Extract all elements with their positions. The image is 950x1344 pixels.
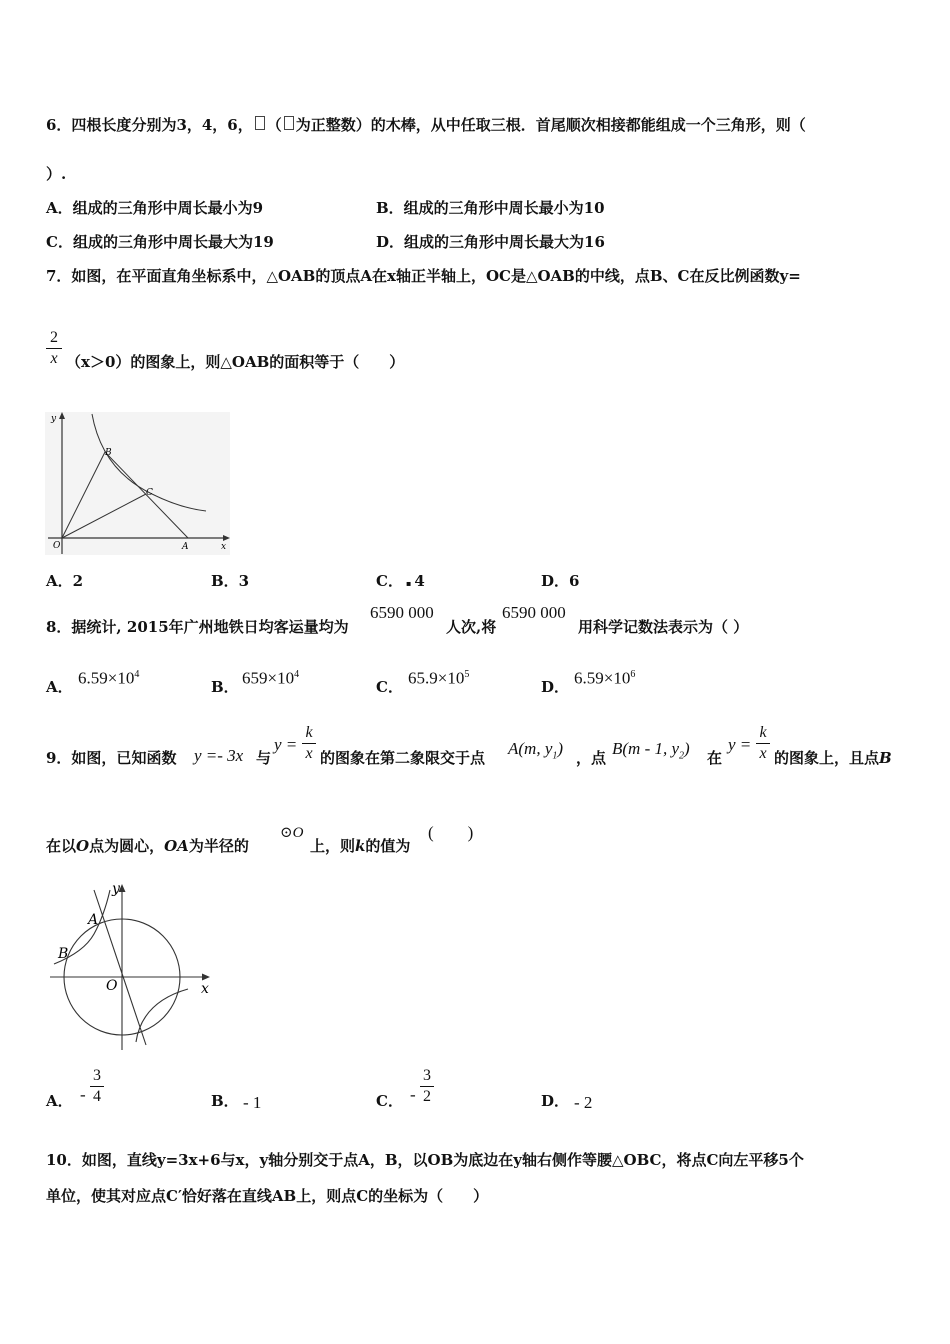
- x-axis-arrow-icon: [202, 974, 210, 981]
- q9-stem-b: 与: [256, 749, 272, 767]
- q9-answer-paren: ( ): [428, 823, 474, 842]
- q8-stem-a: 8．据统计, 2015年广州地铁日均客运量均为: [46, 618, 349, 636]
- q9-option-d-value: - 2: [574, 1093, 593, 1112]
- q9-option-c-label: C．: [376, 1092, 403, 1110]
- blank-box-icon: [284, 116, 294, 130]
- svg-text:y: y: [112, 881, 120, 897]
- q9-y-equals-2: y =: [728, 735, 752, 754]
- svg-text:x: x: [201, 981, 209, 997]
- q8-option-d-value: $6.59\times 10^6$: [574, 668, 636, 688]
- q7-stem-b: （x＞0）的图象上，则△OAB的面积等于（ ）: [66, 353, 405, 371]
- q8-option-b-label: B．: [211, 678, 239, 696]
- q7-fraction: 2 x: [46, 329, 62, 368]
- q9-line2: 在以O点为圆心，OA为半径的: [46, 837, 249, 855]
- q6-stem-end: ）.: [46, 165, 67, 183]
- q6-stem: 6．四根长度分别为3，4，6， （ 为正整数）的木棒，从中任取三根．首尾顺次相接都能组成一个三角形，则（: [46, 116, 806, 134]
- svg-text:A: A: [182, 542, 189, 552]
- q8-option-a-value: $6.59\times 10^4$: [78, 668, 140, 688]
- q6-option-a: A．组成的三角形中周长最小为9: [46, 199, 264, 217]
- q8-number-1: 6590 000: [370, 603, 434, 622]
- line-y-neg3x: [94, 890, 146, 1045]
- q9-option-b-value: - 1: [243, 1093, 262, 1112]
- q8-option-c-value: $65.9\times 10^5$: [408, 668, 470, 688]
- q8-stem-c: 用科学记数法表示为（ ）: [578, 618, 749, 636]
- q9-point-a: A(m, $y_1$): [508, 739, 564, 762]
- q7-option-a: A．2: [46, 572, 84, 590]
- q9-y-equals-1: y =: [274, 735, 298, 754]
- svg-text:A: A: [88, 912, 99, 928]
- svg-text:O: O: [53, 541, 61, 551]
- svg-text:O: O: [106, 978, 118, 994]
- q9-option-c-value: 3 2: [420, 1067, 434, 1106]
- q6-option-b: B．组成的三角形中周长最小为10: [376, 199, 605, 217]
- dot-icon: ▪: [405, 578, 412, 588]
- q6-option-d: D．组成的三角形中周长最大为16: [376, 233, 605, 251]
- q7-option-b: B．3: [211, 572, 250, 590]
- q8-option-d-label: D．: [541, 678, 570, 696]
- q7-stem: 7．如图，在平面直角坐标系中，△OAB的顶点A在x轴正半轴上，OC是△OAB的中线，点B、C在反比例函数y=: [46, 267, 801, 285]
- q9-option-d-label: D．: [541, 1092, 570, 1110]
- q9-figure: [44, 880, 216, 1052]
- q9-stem-d: ，点: [576, 749, 607, 767]
- q9-option-c-sign: -: [410, 1085, 416, 1104]
- q10-stem-line1: 10．如图，直线y=3x+6与x，y轴分别交于点A，B，以OB为底边在y轴右侧作等腰△OBC，将点C向左平移5个: [46, 1151, 804, 1169]
- q8-option-a-label: A．: [46, 678, 73, 696]
- q9-k-over-x-2: k x: [756, 724, 770, 763]
- q9-option-a-value: 3 4: [90, 1067, 104, 1106]
- svg-text:C: C: [146, 488, 153, 498]
- hyperbola-fourth-quadrant: [136, 989, 188, 1042]
- q7-option-d: D．6: [541, 572, 580, 590]
- q9-option-b-label: B．: [211, 1092, 239, 1110]
- q9-option-a-label: A．: [46, 1092, 73, 1110]
- q8-option-c-label: C．: [376, 678, 403, 696]
- q8-stem-b: 人次,将: [446, 618, 497, 636]
- svg-text:B: B: [58, 946, 69, 962]
- svg-text:x: x: [221, 542, 227, 552]
- q6-option-c: C．组成的三角形中周长最大为19: [46, 233, 274, 251]
- q9-stem-a: 9．如图，已知函数: [46, 749, 177, 767]
- q10-stem-line2: 单位，使其对应点C′恰好落在直线AB上，则点C的坐标为（ ）: [46, 1187, 489, 1205]
- svg-text:B: B: [105, 448, 112, 458]
- q9-line2-end: 上，则k的值为: [310, 837, 411, 855]
- q9-stem-f: 的图象上，且点B: [774, 749, 892, 767]
- q9-point-b: B(m - 1, $y_2$): [612, 739, 690, 762]
- q7-figure: [40, 408, 235, 560]
- blank-box-icon: [255, 116, 265, 130]
- q9-circle-o: ⊙O: [280, 825, 304, 841]
- q9-stem-c: 的图象在第二象限交于点: [320, 749, 486, 767]
- q9-stem-e: 在: [707, 749, 723, 767]
- q7-option-c: C． ▪ 4: [376, 572, 425, 590]
- svg-text:y: y: [51, 414, 57, 424]
- q8-option-b-value: $659\times 10^4$: [242, 668, 300, 688]
- q9-k-over-x-1: k x: [302, 724, 316, 763]
- q8-number-2: 6590 000: [502, 603, 566, 622]
- q9-option-a-sign: -: [80, 1085, 86, 1104]
- q9-linear-function: y =- 3x: [194, 746, 244, 765]
